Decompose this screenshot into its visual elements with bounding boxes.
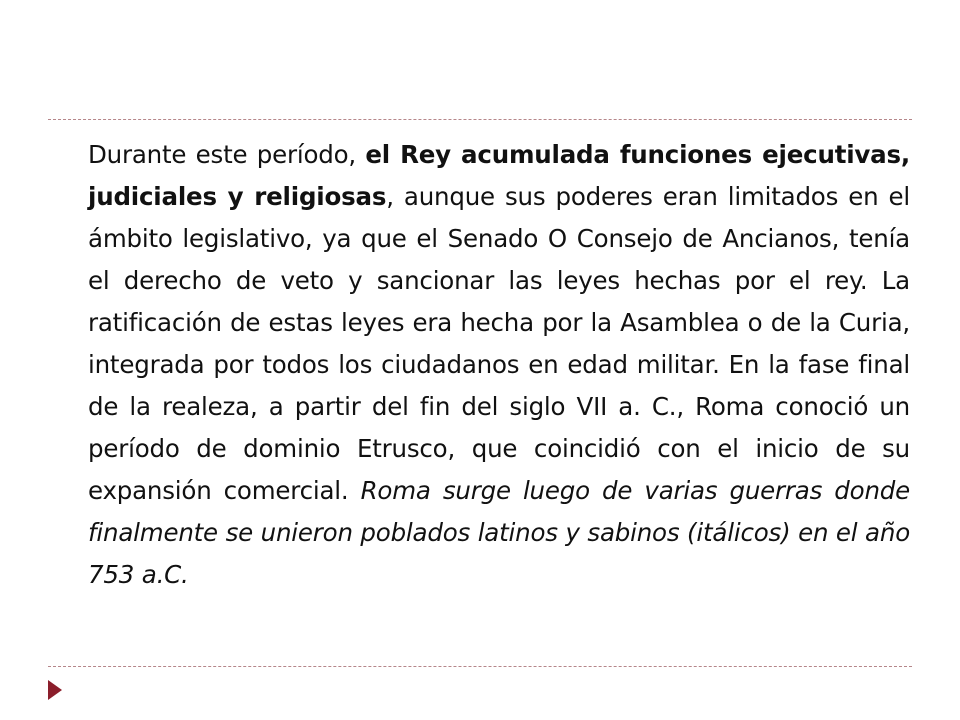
bottom-divider [48,666,912,667]
text-run-bold: el Rey acumulada funciones ejecutivas, judiciales y religiosas [88,140,910,211]
bullet-triangle-icon [48,680,62,700]
body-paragraph [88,134,910,596]
top-divider [48,119,912,120]
text-run-main: , aunque sus poderes eran limitados en el ámbito legislativo, ya que el Senado O Consejo de Ancianos, tenía el derecho de veto y sancionar las leyes hechas por el rey. La ratificación de estas leyes era hecha por la Asamblea o de la Curia, integrada por todos los ciudadanos en edad militar. En la fase final de la realeza, a partir del fin del siglo VII a. C., Roma conoció un período de dominio Etrusco, que coincidió con el inicio de su expansión comercial. [88,182,910,505]
text-run-intro: Durante este período, [88,140,366,169]
text-run-italic: Roma surge luego de varias guerras donde finalmente se unieron poblados latinos y sabinos (itálicos) en el año 753 a.C. [88,476,910,589]
